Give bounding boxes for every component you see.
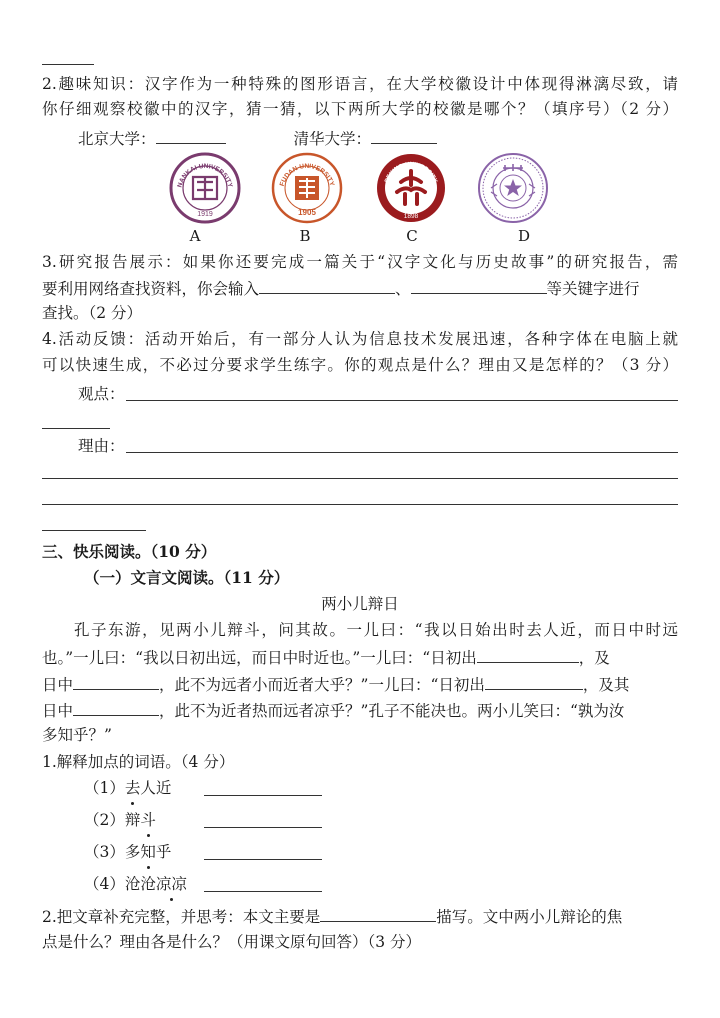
vocab-word: 沧沧	[124, 875, 156, 893]
thu-answer-blank[interactable]	[371, 126, 437, 144]
passage-line-5: 多知乎？”	[42, 726, 112, 744]
vocab-answer-line-4[interactable]	[204, 891, 322, 892]
question-3-text-b: 等关键字进行	[546, 280, 640, 298]
vocab-word: 辩	[124, 811, 141, 829]
question-4-line-1: 4.活动反馈：活动开始后，有一部分人认为信息技术发展迅速，各种字体在电脑上就	[42, 330, 678, 348]
vocab-answer-line-1[interactable]	[204, 795, 322, 796]
viewpoint-answer-line[interactable]	[126, 400, 678, 401]
answer-line	[42, 64, 94, 65]
vocab-item-3	[84, 840, 344, 864]
passage-text: 也。”一儿曰：“我以日初出远，而日中时近也。”一儿曰：“日初出	[42, 649, 477, 667]
passage-text: ，此不为远者小而近者大乎？”一儿曰：“日初出	[159, 676, 485, 694]
question-2-line-2: 你仔细观察校徽中的汉字，猜一猜，以下两所大学的校徽是哪个？（填序号）（2 分）	[42, 100, 678, 118]
peking-ring-text: PEKING UNIVERSITY	[384, 161, 438, 184]
passage-line-3	[42, 672, 678, 697]
reason-label: 理由：	[78, 437, 125, 455]
fudan-year: 1905	[298, 208, 316, 217]
question-4-line-2: 可以快速生成，不必过分要求学生练字。你的观点是什么？理由又是怎样的？（3 分）	[42, 356, 678, 374]
final-question-text-a: 2.把文章补充完整，并思考：本文主要是	[42, 908, 321, 926]
passage-text: ，及其	[582, 676, 630, 694]
vocab-dotted-word: 去	[125, 776, 141, 800]
final-question-line-1	[42, 904, 678, 929]
vocab-answer-line-3[interactable]	[204, 859, 322, 860]
fudan-ring-text: FUDAN UNIVERSITY	[278, 162, 336, 188]
question-3-line-2	[42, 276, 678, 301]
logo-letter-a: A	[189, 227, 201, 245]
question-3-line-3: 查找。（2 分）	[42, 304, 143, 322]
section-3-heading: 三、快乐阅读。（10 分）	[42, 542, 217, 561]
peking-year: 1898	[403, 213, 419, 220]
pku-label: 北京大学：	[78, 130, 156, 148]
vocab-answer-line-2[interactable]	[204, 827, 322, 828]
passage-text: 日中	[42, 676, 74, 694]
vocab-item-2	[84, 808, 344, 832]
vocab-num: （3）	[84, 843, 125, 861]
logo-letter-c: C	[406, 227, 418, 245]
question-2-answers	[78, 126, 678, 151]
vocab-instruction: 1.解释加点的词语。（4 分）	[42, 753, 235, 771]
passage-line-2	[42, 645, 678, 670]
question-3-text-a: 要利用网络查找资料，你会输入	[42, 280, 260, 298]
pku-answer-blank[interactable]	[156, 126, 226, 144]
logo-letter-d: D	[517, 227, 531, 245]
final-question-blank[interactable]	[320, 904, 436, 922]
section-3-sub-heading: （一）文言文阅读。（11 分）	[84, 568, 290, 587]
fudan-seal-icon	[271, 152, 343, 224]
viewpoint-answer-line-2[interactable]	[42, 428, 110, 429]
vocab-word: 多	[124, 843, 141, 861]
viewpoint-label: 观点：	[78, 385, 125, 403]
vocab-num: （2）	[84, 811, 125, 829]
passage-line-4	[42, 698, 678, 723]
tsinghua-seal-icon	[477, 152, 549, 224]
passage-blank-2[interactable]	[73, 672, 159, 690]
reason-answer-line-3[interactable]	[42, 504, 678, 505]
reason-answer-line-2[interactable]	[42, 478, 678, 479]
nankai-ring-text: NANKAI UNIVERSITY	[176, 162, 234, 189]
keyword-blank-2[interactable]	[411, 276, 547, 294]
reason-answer-line-4[interactable]	[42, 530, 146, 531]
vocab-item-1	[84, 776, 344, 800]
passage-text: ，此不为近者热而远者凉乎？”孔子不能决也。两小儿笑曰：“孰为汝	[159, 702, 625, 720]
final-question-line-2: 点是什么？理由各是什么？（用课文原句回答）（3 分）	[42, 933, 422, 951]
vocab-item-4	[84, 872, 344, 896]
reason-answer-line[interactable]	[126, 452, 678, 453]
vocab-word: 人近	[140, 779, 172, 797]
logo-letter-b: B	[299, 227, 311, 245]
vocab-num: （4）	[84, 875, 125, 893]
question-3-line-1: 3.研究报告展示：如果你还要完成一篇关于“汉字文化与历史故事”的研究报告，需	[42, 253, 678, 271]
question-2-line-1: 2.趣味知识：汉字作为一种特殊的图形语言，在大学校徽设计中体现得淋漓尽致，请	[42, 75, 678, 93]
passage-blank-1[interactable]	[477, 645, 579, 663]
vocab-num: （1）	[84, 779, 125, 797]
passage-title: 两小儿辩日	[321, 595, 399, 613]
vocab-dotted-word: 斗	[140, 808, 156, 832]
thu-label: 清华大学：	[293, 130, 372, 148]
passage-text: 日中	[42, 702, 74, 720]
vocab-dotted-word: 知	[140, 840, 156, 864]
vocab-word: 乎	[155, 843, 172, 861]
passage-text: ，及	[578, 649, 610, 667]
nankai-seal-icon	[169, 152, 241, 224]
passage-blank-4[interactable]	[73, 698, 159, 716]
final-question-text-b: 描写。文中两小儿辩论的焦	[436, 908, 623, 926]
nankai-year: 1919	[197, 211, 213, 218]
peking-seal-icon	[375, 152, 447, 224]
vocab-dotted-word: 凉凉	[156, 872, 187, 896]
passage-line-1: 孔子东游，见两小儿辩斗，问其故。一儿曰：“我以日始出时去人近，而日中时远	[74, 621, 678, 639]
question-3-separator: 、	[395, 280, 411, 298]
keyword-blank-1[interactable]	[259, 276, 395, 294]
passage-blank-3[interactable]	[485, 672, 583, 690]
